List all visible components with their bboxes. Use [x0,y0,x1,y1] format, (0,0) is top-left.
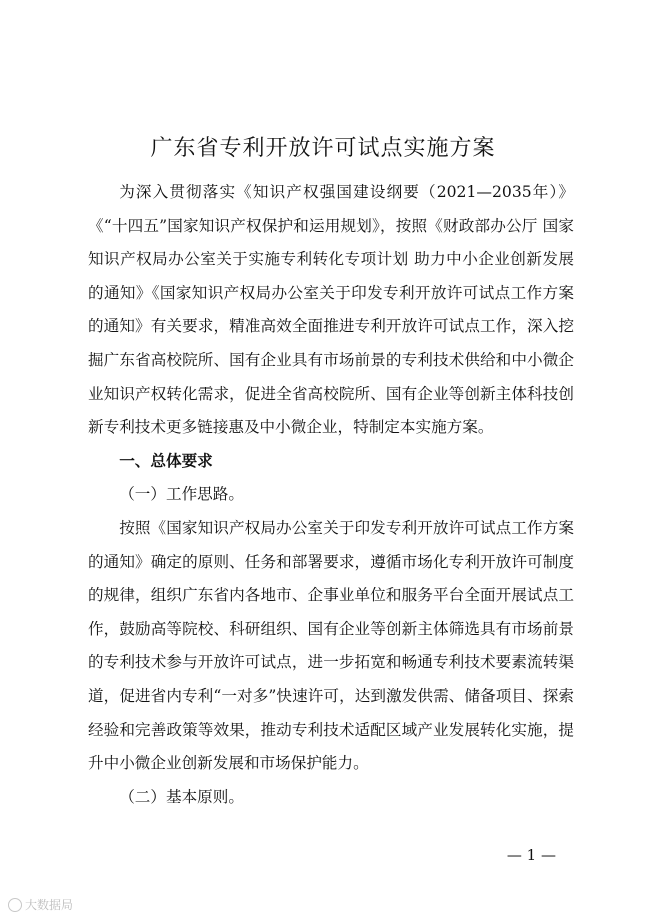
section-heading-overall-requirements: 一、总体要求 [119,451,213,470]
intro-paragraph: 为深入贯彻落实《知识产权强国建设纲要（2021—2035年）》《“十四五”国家知识产权保护和运用规划》，按照《财政部办公厅 国家知识产权局办公室关于实施专利转化专项计划 助力中小企业创新发展的通知》《国家知识产权局办公室关于印发专利开放许可试点工作方案的通知》有关要求，精准高效全面推进专利开放许可试点工作，深入挖掘广东省高校院所、国有企业具有市场前景的专利技术供给和中小微企业知识产权转化需求，促进全省高校院所、国有企业等创新主体科技创新专利技术更多链接惠及中小微企业，特制定本实施方案。 [88,183,574,437]
document-body [88,176,574,814]
page-number: — 1 — [506,846,556,864]
watermark [8,896,73,913]
subsection-heading-work-approach: （一）工作思路。 [119,485,244,504]
watermark-logo-icon [8,898,22,912]
work-approach-paragraph: 按照《国家知识产权局办公室关于印发专利开放许可试点工作方案的通知》确定的原则、任务和部署要求，遵循市场化专利开放许可制度的规律，组织广东省内各地市、企事业单位和服务平台全面开展试点工作，鼓励高等院校、科研组织、国有企业等创新主体筛选具有市场前景的专利技术参与开放许可试点，进一步拓宽和畅通专利技术要素流转渠道，促进省内专利“一对多”快速许可，达到激发供需、储备项目、探索经验和完善政策等效果，推动专利技术适配区域产业发展转化实施，提升中小微企业创新发展和市场保护能力。 [88,518,574,773]
subsection-heading-basic-principles: （二）基本原则。 [119,787,244,806]
watermark-text: 大数据局 [25,898,74,912]
document-title: 广东省专利开放许可试点实施方案 [150,135,496,161]
